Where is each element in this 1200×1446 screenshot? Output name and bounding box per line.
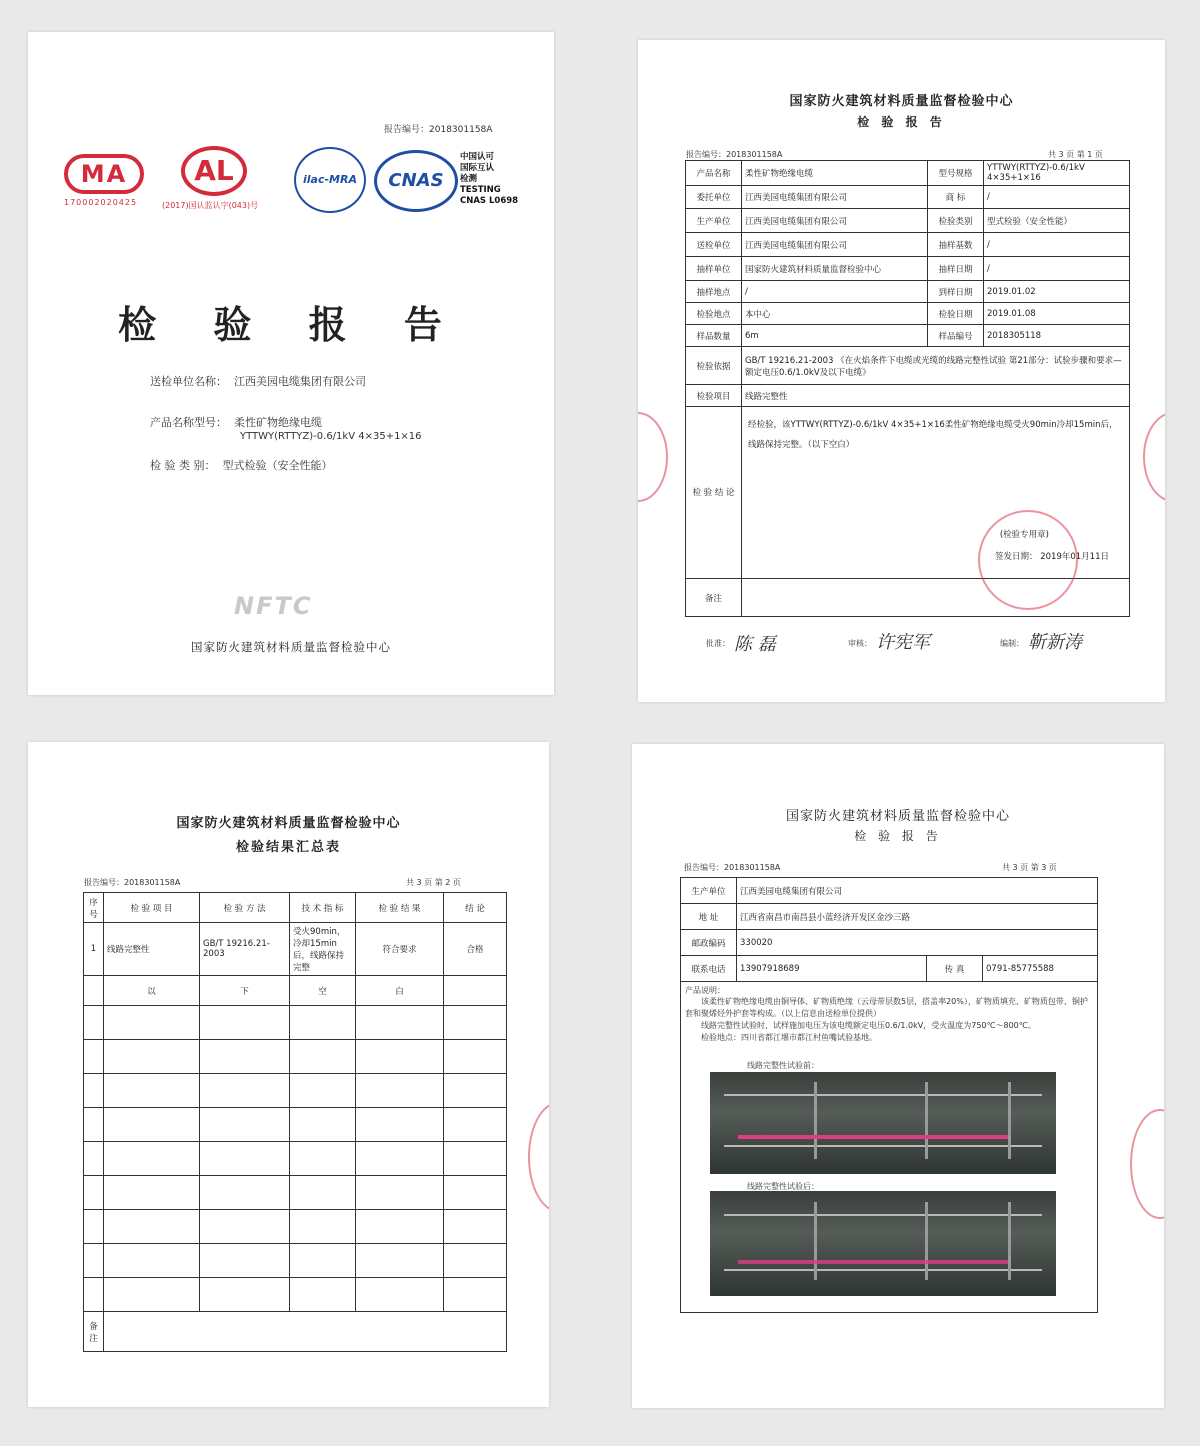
description-line: 该柔性矿物绝缘电缆由铜导体、矿物质绝缘（云母带层数5层，搭盖率20%），矿物质填充、矿物质包带、铜护套和聚烯烃外护套等构成。（以上信息由送检单位提供） [685, 997, 1088, 1018]
field-product: 产品名称型号： 柔性矿物绝缘电缆 [150, 416, 322, 429]
review-signature: 许宪军 [876, 632, 930, 653]
page-count: 共 3 页 第 2 页 [406, 878, 461, 887]
field-submitter: 送检单位名称： 江西美园电缆集团有限公司 [150, 375, 366, 388]
nftc-watermark: NFTC [234, 592, 313, 620]
report-cover-page [28, 32, 554, 695]
producer-info-table: 生产单位 江西美园电缆集团有限公司 地 址 江西省南昌市南昌县小蓝经济开发区金沙三路 邮政编码 330020 联系电话 13907918689 传 真 0791-85775588 [680, 877, 1098, 982]
photo-after-test [710, 1191, 1056, 1296]
cal-logo: AL [181, 146, 247, 196]
conclusion-text: 经检验，该YTTWY(RTTYZ)-0.6/1kV 4×35+1×16柔性矿物绝缘电缆受火90min冷却15min后，线路保持完整。（以下空白） [748, 420, 1118, 450]
partial-seal-stamp [528, 1102, 549, 1212]
cma-logo: MA [64, 154, 144, 194]
page-title: 检 验 报 告 [118, 302, 464, 347]
report-info-table: 产品名称 柔性矿物绝缘电缆 型号规格 YTTWY(RTTYZ)-0.6/1kV 4×35+1×16 委托单位 江西美园电缆集团有限公司 商 标 / 生产单位 江西美园电缆集团有限公司 检验类别 型式检验（安全性能） 送检单位 江西美园电缆集团有限公司 抽样基数 / 抽样单位 国家防火建筑材料质量监督检验中心 抽样日期 / 抽样地点 / 到样日期 2019.01.02 检验地点 本中心 检验日期 2019.01.08 样品数量 6m 样品编号 2018305118 检验依据 GB/T 19216.21-2003 《在火焰条件下电缆或光缆的线路完整性试验 第21部分：试验步骤和要求—额定电压0.6/1.0kV及以下电缆》 检验项目 线路完整性 检 验 结 论 经检验，该YTTWY(RTTYZ)-0.6/1kV 4×35+1×16柔性矿物绝缘电缆受火90min冷却15min后，线路保持完整。（以下空白） (检验专用章) 签发日期： 2019年01月11日 备注 [685, 160, 1130, 617]
report-number: 报告编号：2018301158A [84, 878, 181, 887]
cnas-logo: CNAS [374, 150, 458, 212]
approve-signature: 陈 磊 [734, 634, 776, 655]
ilac-mra-logo: ilac-MRA [294, 147, 366, 213]
page-count: 共 3 页 第 1 页 [1048, 150, 1103, 159]
edit-signature: 靳新涛 [1028, 632, 1082, 653]
sign-date: 签发日期： 2019年01月11日 [995, 552, 1109, 562]
cal-caption: (2017)国认监认字(043)号 [162, 201, 259, 210]
photo-caption-before: 线路完整性试验前： [747, 1061, 819, 1070]
partial-seal-stamp [1143, 412, 1165, 502]
stamp-note: (检验专用章) [999, 530, 1049, 540]
report-number: 报告编号：2018301158A [384, 125, 493, 135]
description-line: 线路完整性试验时，试样施加电压为该电缆额定电压0.6/1.0kV，受火温度为750℃～800℃。 [701, 1021, 1036, 1030]
partial-seal-stamp [1130, 1109, 1164, 1219]
cnas-caption: 中国认可 国际互认 检测 TESTING CNAS L0698 [460, 152, 519, 206]
page-title: 检验结果汇总表 [235, 840, 341, 855]
field-product-model: YTTWY(RTTYZ)-0.6/1kV 4×35+1×16 [240, 431, 422, 442]
conclusion-label: 检 验 结 论 [686, 407, 742, 579]
edit-label: 编制： [1000, 639, 1024, 648]
photo-before-test [710, 1072, 1056, 1174]
page-count: 共 3 页 第 3 页 [1002, 863, 1057, 872]
page-title: 检 验 报 告 [854, 829, 942, 843]
page-title: 检 验 报 告 [857, 115, 946, 129]
approve-label: 批准： [706, 639, 730, 648]
org-header: 国家防火建筑材料质量监督检验中心 [176, 816, 401, 831]
description-title: 产品说明： [685, 986, 725, 995]
field-test-type: 检 验 类 别： 型式检验（安全性能） [150, 459, 333, 472]
report-number: 报告编号：2018301158A [684, 863, 781, 872]
report-page-1 [638, 40, 1165, 702]
page-footer: 国家防火建筑材料质量监督检验中心 [191, 640, 391, 654]
remark-label: 备注 [84, 1312, 104, 1352]
result-summary-page [28, 742, 549, 1407]
report-page-3 [632, 744, 1164, 1408]
partial-seal-stamp [638, 412, 668, 502]
report-number: 报告编号：2018301158A [686, 150, 783, 159]
result-summary-table: 序号 检 验 项 目 检 验 方 法 技 术 指 标 检 验 结 果 结 论 1 线路完整性 GB/T 19216.21-2003 受火90min，冷却15min后，线路保持完整 符合要求 合格 以 下 空 白 备注 [83, 892, 507, 1352]
review-label: 审核： [848, 639, 872, 648]
cma-number: 170002020425 [64, 198, 138, 207]
description-line: 检验地点：四川省都江堰市都江村鱼嘴试验基地。 [701, 1033, 877, 1042]
org-header: 国家防火建筑材料质量监督检验中心 [789, 94, 1014, 109]
red-seal-stamp [978, 510, 1078, 610]
org-header: 国家防火建筑材料质量监督检验中心 [785, 809, 1010, 824]
photo-caption-after: 线路完整性试验后： [747, 1182, 819, 1191]
